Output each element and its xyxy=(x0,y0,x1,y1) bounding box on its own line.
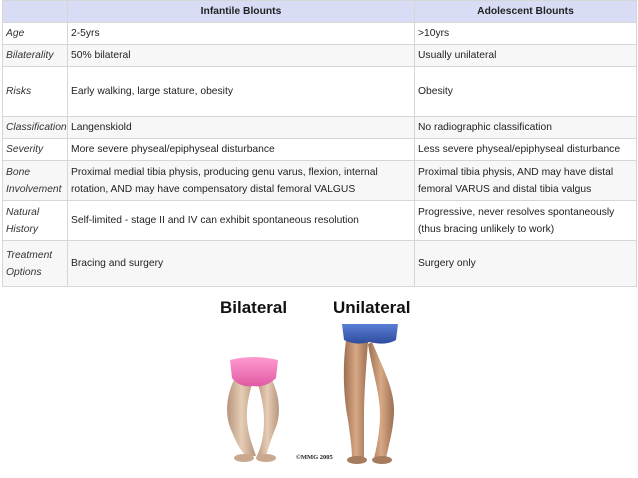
adolescent-cell: Progressive, never resolves spontaneously (thus bracing unlikely to work) xyxy=(415,201,637,241)
header-blank xyxy=(3,1,68,23)
row-label: Bilaterality xyxy=(3,45,68,67)
table-header-row xyxy=(3,1,637,23)
infantile-cell: Proximal medial tibia physis, producing genu varus, flexion, internal rotation, AND may have compensatory distal femoral VALGUS xyxy=(68,161,415,201)
row-label: Age xyxy=(3,23,68,45)
header-infantile: Infantile Blounts xyxy=(68,1,415,23)
infantile-cell: Early walking, large stature, obesity xyxy=(68,67,415,117)
infant-legs xyxy=(227,357,279,462)
header-adolescent: Adolescent Blounts xyxy=(415,1,637,23)
adolescent-cell: Proximal tibia physis, AND may have distal femoral VARUS and distal tibia valgus xyxy=(415,161,637,201)
unilateral-caption: Unilateral xyxy=(333,298,411,317)
adolescent-cell: No radiographic classification xyxy=(415,117,637,139)
infantile-cell: 50% bilateral xyxy=(68,45,415,67)
row-label: Natural History xyxy=(3,201,68,241)
infantile-cell: Self-limited - stage II and IV can exhibit spontaneous resolution xyxy=(68,201,415,241)
bilateral-caption: Bilateral xyxy=(220,298,288,317)
infantile-cell: Bracing and surgery xyxy=(68,241,415,287)
row-label: Treatment Options xyxy=(3,241,68,287)
row-label: Risks xyxy=(3,67,68,117)
table-row xyxy=(3,67,637,117)
table-row xyxy=(3,117,637,139)
adolescent-cell: Obesity xyxy=(415,67,637,117)
blount-illustration xyxy=(0,290,638,478)
row-label: Bone Involvement xyxy=(3,161,68,201)
infantile-cell: Langenskiold xyxy=(68,117,415,139)
infantile-cell: 2-5yrs xyxy=(68,23,415,45)
table-row xyxy=(3,241,637,287)
adolescent-cell: >10yrs xyxy=(415,23,637,45)
row-label: Severity xyxy=(3,139,68,161)
infantile-cell: More severe physeal/epiphyseal disturbance xyxy=(68,139,415,161)
copyright-text: ©MMG 2005 xyxy=(296,454,333,461)
adolescent-cell: Usually unilateral xyxy=(415,45,637,67)
adolescent-legs xyxy=(342,324,398,464)
table-row xyxy=(3,45,637,67)
table-row xyxy=(3,139,637,161)
legs-illustration-graphic xyxy=(0,290,638,478)
comparison-table xyxy=(2,0,637,287)
adolescent-cell: Less severe physeal/epiphyseal disturbance xyxy=(415,139,637,161)
table-row xyxy=(3,201,637,241)
adolescent-cell: Surgery only xyxy=(415,241,637,287)
table-row xyxy=(3,23,637,45)
row-label: Classification xyxy=(3,117,68,139)
table-row xyxy=(3,161,637,201)
